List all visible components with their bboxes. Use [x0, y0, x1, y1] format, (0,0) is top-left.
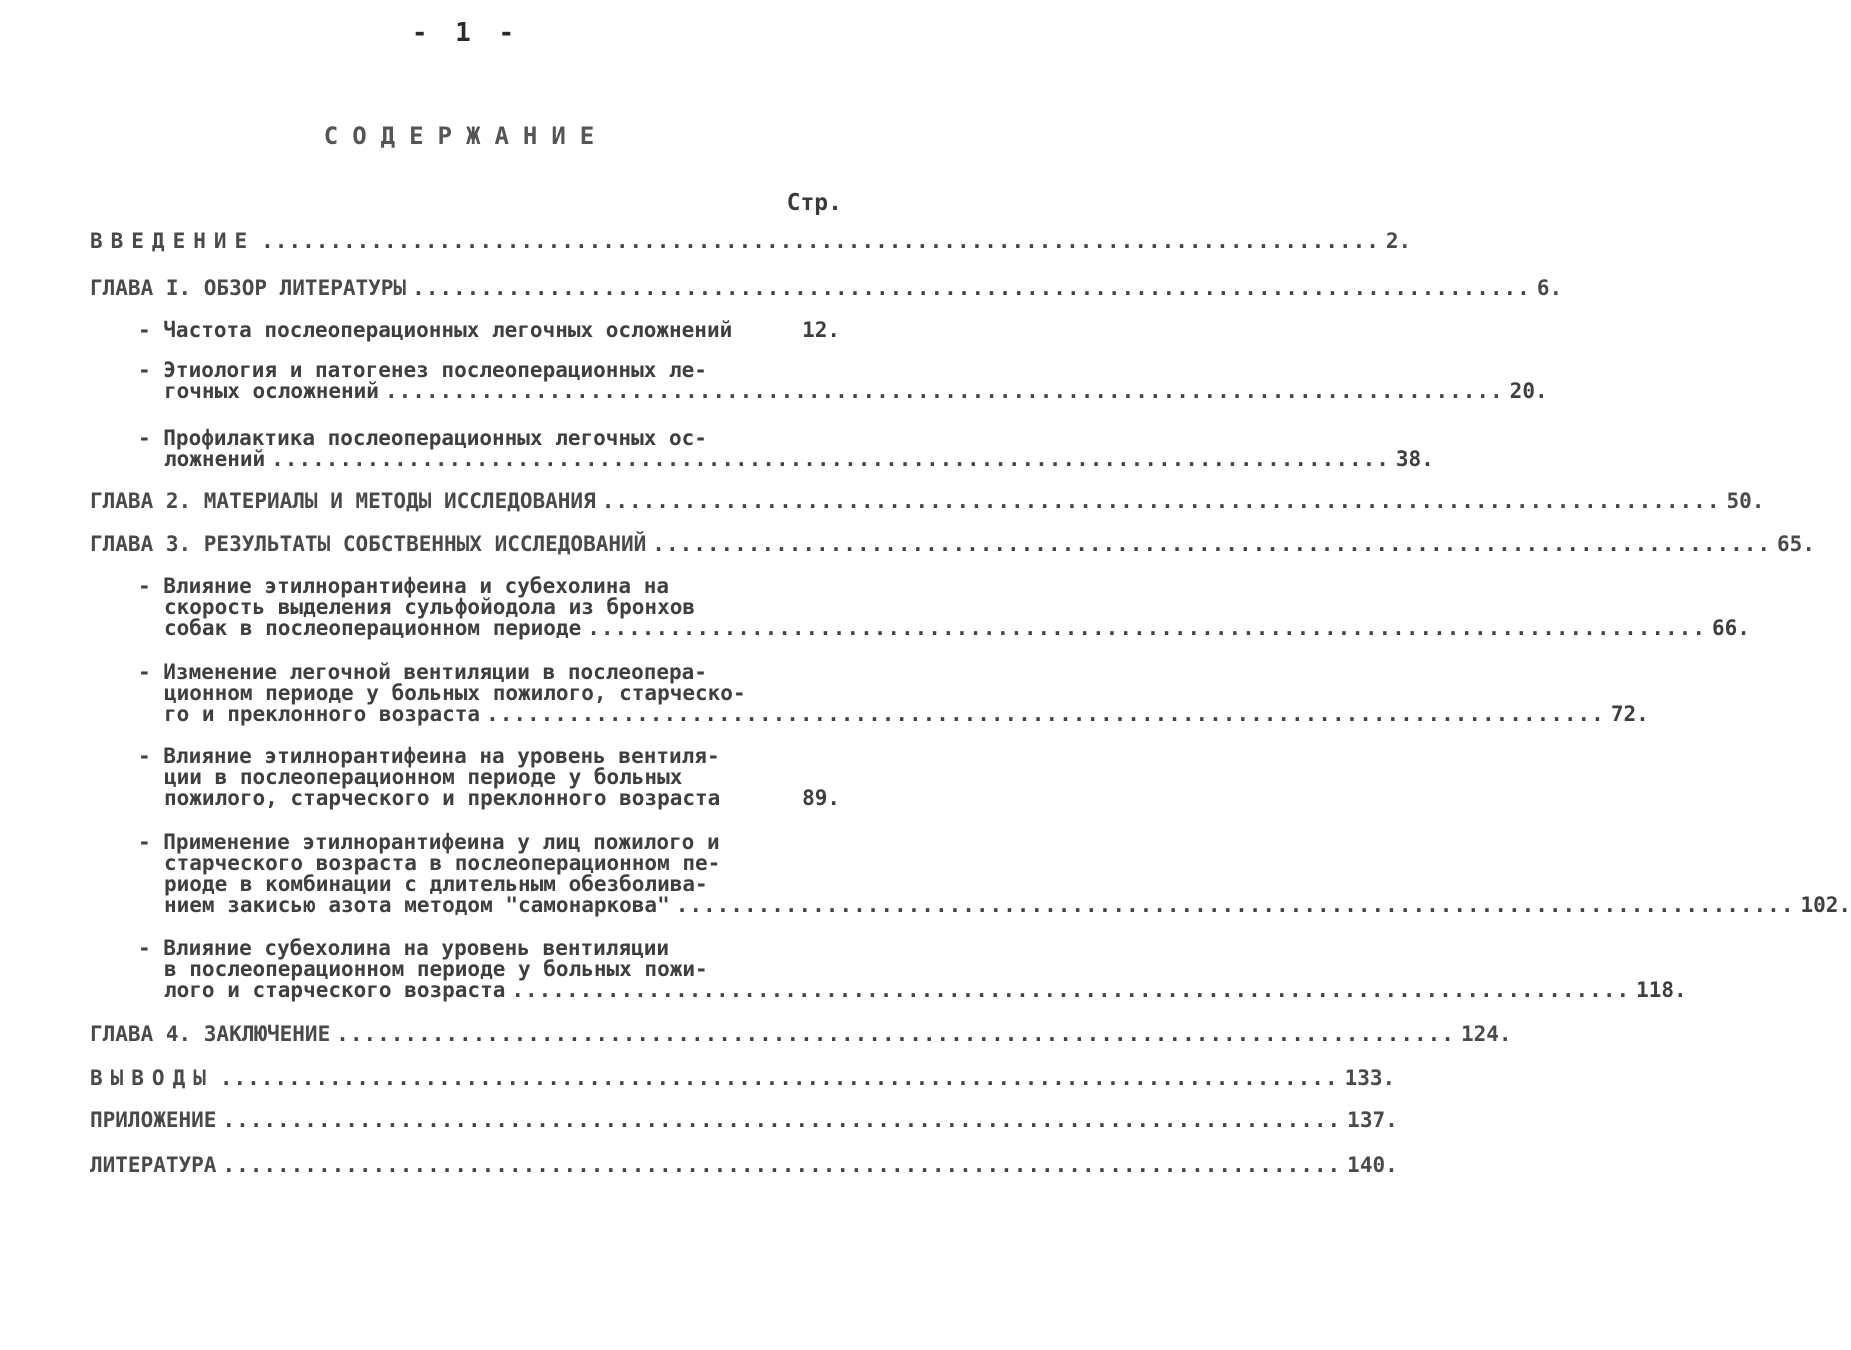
- toc-entry-line: в послеоперационном периоде у больных пожи-: [164, 957, 708, 981]
- toc-entry-line: ложнений: [164, 447, 266, 471]
- toc-leader-dots: ..................................................................................: [336, 1022, 1455, 1046]
- toc-entry-page: 72.: [1610, 702, 1649, 726]
- toc-entry-page: 66.: [1711, 616, 1750, 640]
- toc-entry-section-ventilation-change[interactable]: [138, 660, 1649, 726]
- toc-leader-dots: ..................................................................................: [219, 1066, 1339, 1090]
- toc-entry-line: - Изменение легочной вентиляции в послеопера-: [138, 660, 707, 684]
- toc-entry-chapter-3[interactable]: [90, 532, 1815, 556]
- toc-entry-page: 118.: [1636, 978, 1687, 1002]
- toc-entry-section-subecholine-ventilation[interactable]: [138, 936, 1687, 1002]
- toc-entry-page: 38.: [1395, 447, 1434, 471]
- page-title: СОДЕРЖАНИЕ: [323, 122, 609, 150]
- page-number: - 1 -: [411, 18, 521, 48]
- toc-entry-section-etiology[interactable]: [138, 358, 1548, 403]
- toc-entry-section-ethylnorantifein-application[interactable]: [138, 830, 1851, 917]
- toc-entry-page: 89.: [802, 786, 840, 810]
- toc-entry-line: - Этиология и патогенез послеоперационных ле-: [138, 358, 707, 382]
- toc-entry-introduction[interactable]: [90, 229, 1412, 253]
- toc-leader-dots: ..................................................................................: [601, 489, 1721, 513]
- toc-entry-line: лого и старческого возраста: [164, 978, 506, 1002]
- toc-entry-label: ВВЕДЕНИЕ: [90, 229, 256, 253]
- toc-entry-page: 133.: [1344, 1066, 1396, 1090]
- toc-entry-label: ГЛАВА 2. МАТЕРИАЛЫ И МЕТОДЫ ИССЛЕДОВАНИЯ: [90, 489, 596, 513]
- toc-entry-page: 12.: [802, 318, 840, 342]
- toc-entry-line: риоде в комбинации с длительным обезболива-: [164, 872, 708, 896]
- toc-entry-page: 65.: [1777, 532, 1815, 556]
- toc-entry-line: нием закисью азота методом "самонаркова": [164, 893, 670, 917]
- toc-entry-chapter-1[interactable]: [90, 276, 1563, 300]
- toc-entry-appendix[interactable]: [90, 1108, 1398, 1132]
- toc-entry-label: ЛИТЕРАТУРА: [90, 1153, 217, 1177]
- toc-entry-page: 124.: [1460, 1022, 1512, 1046]
- toc-leader-dots: ..................................................................................: [587, 616, 1706, 640]
- toc-entry-chapter-2[interactable]: [90, 489, 1765, 513]
- toc-entry-label: ВЫВОДЫ: [90, 1066, 214, 1090]
- toc-entry-line: ции в послеоперационном периоде у больных: [164, 765, 683, 789]
- toc-entry-line: - Профилактика послеоперационных легочных ос-: [138, 426, 707, 450]
- toc-leader-dots: ..................................................................................: [222, 1108, 1342, 1132]
- toc-entry-page: 20.: [1509, 379, 1548, 403]
- toc-entry-page: 6.: [1536, 276, 1563, 300]
- toc-entry-line: - Применение этилнорантифеина у лиц пожилого и: [138, 830, 720, 854]
- toc-entry-chapter-4[interactable]: [90, 1022, 1512, 1046]
- toc-entry-line: го и преклонного возраста: [164, 702, 481, 726]
- toc-entry-line: - Влияние этилнорантифеина на уровень вентиля-: [138, 744, 720, 768]
- toc-leader-dots: ..................................................................................: [486, 702, 1605, 726]
- toc-entry-page: 140.: [1347, 1153, 1398, 1177]
- toc-leader-dots: ..................................................................................: [412, 276, 1531, 300]
- toc-leader-dots: ..................................................................................: [222, 1153, 1342, 1177]
- toc-entry-line: - Влияние этилнорантифеина и субехолина на: [138, 574, 670, 598]
- toc-leader-dots: ..................................................................................: [384, 379, 1504, 403]
- toc-entry-section-sulfoiodol[interactable]: [138, 574, 1750, 640]
- toc-entry-page: 50.: [1726, 489, 1765, 513]
- toc-entry-page: 137.: [1347, 1108, 1398, 1132]
- toc-entry-label: ГЛАВА 3. РЕЗУЛЬТАТЫ СОБСТВЕННЫХ ИССЛЕДОВАНИЙ: [90, 532, 647, 556]
- toc-leader-dots: ..................................................................................: [511, 978, 1631, 1002]
- toc-entry-label: ГЛАВА 4. ЗАКЛЮЧЕНИЕ: [90, 1022, 331, 1046]
- toc-entry-line: скорость выделения сульфойодола из бронхов: [164, 595, 696, 619]
- toc-leader-dots: ..................................................................................: [675, 893, 1795, 917]
- toc-entry-line: - Влияние субехолина на уровень вентиляции: [138, 936, 670, 960]
- toc-entry-page: 102.: [1800, 893, 1851, 917]
- toc-entry-section-prophylaxis[interactable]: [138, 426, 1434, 471]
- toc-entry-section-frequency[interactable]: [138, 320, 840, 341]
- toc-entry-label: - Частота послеоперационных легочных осложнений: [138, 318, 733, 342]
- toc-entry-line: пожилого, старческого и преклонного возраста: [164, 786, 721, 810]
- page-column-header: Стр.: [786, 190, 842, 216]
- toc-entry-line: старческого возраста в послеоперационном пе-: [164, 851, 721, 875]
- toc-leader-dots: ..................................................................................: [271, 447, 1390, 471]
- toc-entry-line: собак в послеоперационном периоде: [164, 616, 582, 640]
- toc-entry-label: ПРИЛОЖЕНИЕ: [90, 1108, 217, 1132]
- toc-entry-section-ethylnorantifein-ventilation[interactable]: [138, 746, 840, 809]
- toc-entry-line: ционном периоде у больных пожилого, старческо-: [164, 681, 746, 705]
- toc-entry-label: ГЛАВА I. ОБЗОР ЛИТЕРАТУРЫ: [90, 276, 407, 300]
- toc-leader-dots: ..................................................................................: [261, 229, 1380, 253]
- toc-leader-dots: ..................................................................................: [652, 532, 1772, 556]
- toc-entry-conclusions[interactable]: [90, 1066, 1396, 1090]
- toc-entry-references[interactable]: [90, 1153, 1398, 1177]
- toc-entry-line: гочных осложнений: [164, 379, 379, 403]
- toc-entry-page: 2.: [1385, 229, 1412, 253]
